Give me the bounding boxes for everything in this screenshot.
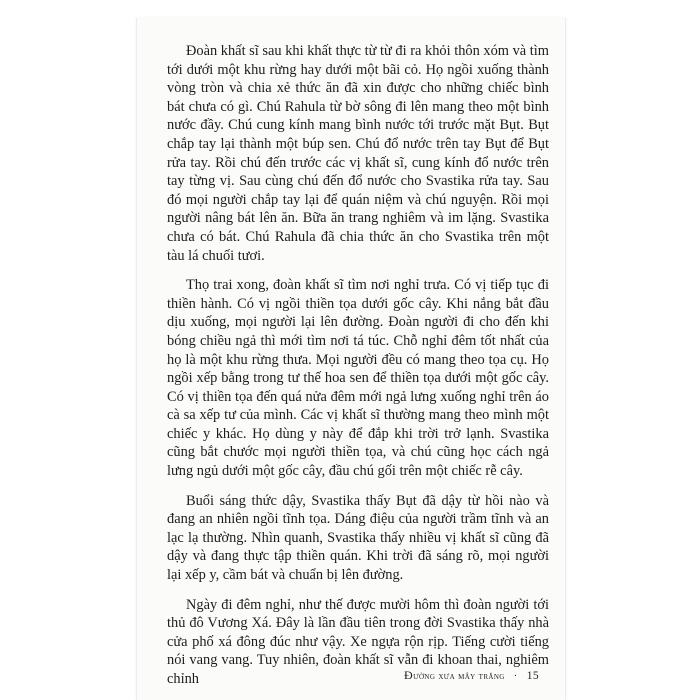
paragraph-3: Buổi sáng thức dậy, Svastika thấy Bụt đã dậy từ hồi nào và đang an nhiên ngồi tĩnh tọa. Dáng điệu của người trầm tĩnh và an lạc lạ thường. Nhìn quanh, Svastika thấy nhiều vị khất sĩ cũng đã dậy và đang thực tập thiền quán. Khi trời đã sáng rõ, mọi người lại xếp y, cầm bát và chuẩn bị lên đường. bbox=[167, 492, 549, 584]
paragraph-1: Đoàn khất sĩ sau khi khất thực từ từ đi ra khỏi thôn xóm và tìm tới dưới một khu rừng hay dưới một bãi cỏ. Họ ngồi xuống thành vòng tròn và chia xẻ thức ăn đã xin được cho những chiếc bình bát chưa có gì. Chú Rahula từ bờ sông đi lên mang theo một bình nước đầy. Chú cung kính mang bình nước tới trước mặt Bụt. Bụt chắp tay lại thành một búp sen. Chú đổ nước trên tay Bụt để Bụt rửa tay. Rồi chú đến trước các vị khất sĩ, cung kính đổ nước trên tay từng vị. Sau cùng chú đến đổ nước cho Svastika rửa tay. Sau đó mọi người chắp tay lại để quán niệm và chú nguyện. Rồi mọi người nâng bát lên ăn. Bữa ăn trang nghiêm và im lặng. Svastika chưa có bát. Chú Rahula đã chia thức ăn cho Svastika trên một tàu lá chuối tươi. bbox=[167, 43, 549, 264]
book-page bbox=[136, 18, 566, 700]
paragraph-2: Thọ trai xong, đoàn khất sĩ tìm nơi nghỉ trưa. Có vị tiếp tục đi thiền hành. Có vị ngồi thiền tọa dưới gốc cây. Khi nắng bắt đầu dịu xuống, mọi người lại lên đường. Đoàn người đi cho đến khi bóng chiều ngả thì mới tìm nơi tá túc. Chỗ nghỉ đêm tốt nhất của họ là một khu rừng thưa. Mọi người đều có mang theo tọa cụ. Họ ngồi xếp bằng trong tư thế hoa sen để thiền tọa dưới một gốc cây. Có vị thiền tọa đến quá nửa đêm mới ngả lưng xuống nghỉ trên áo cà sa xếp tư của mình. Các vị khất sĩ thường mang theo mình một chiếc y khác. Họ dùng y này để đắp khi trời trở lạnh. Svastika cũng bắt chước mọi người thiền tọa, và chú cũng học cách ngả lưng ngủ dưới một gốc cây, đầu chú gối trên một chiếc rễ cây. bbox=[167, 277, 549, 480]
footer-title-initial: Đ bbox=[404, 668, 414, 682]
paragraph-4: Ngày đi đêm nghỉ, như thế được mười hôm thì đoàn người tới thủ đô Vương Xá. Đây là lần đầu tiên trong đời Svastika thấy nhà cửa phố xá đông đúc như vậy. Xe ngựa rộn rịp. Tiếng cười tiếng nói vang vang. Tuy nhiên, đoàn khất sĩ vẫn đi khoan thai, nghiêm chỉnh bbox=[167, 596, 549, 687]
footer-separator: · bbox=[513, 671, 518, 682]
footer-title: ường xưa mây trắng bbox=[413, 671, 505, 682]
body-text bbox=[167, 42, 549, 700]
page-number: 15 bbox=[526, 670, 539, 682]
running-footer bbox=[404, 668, 539, 683]
